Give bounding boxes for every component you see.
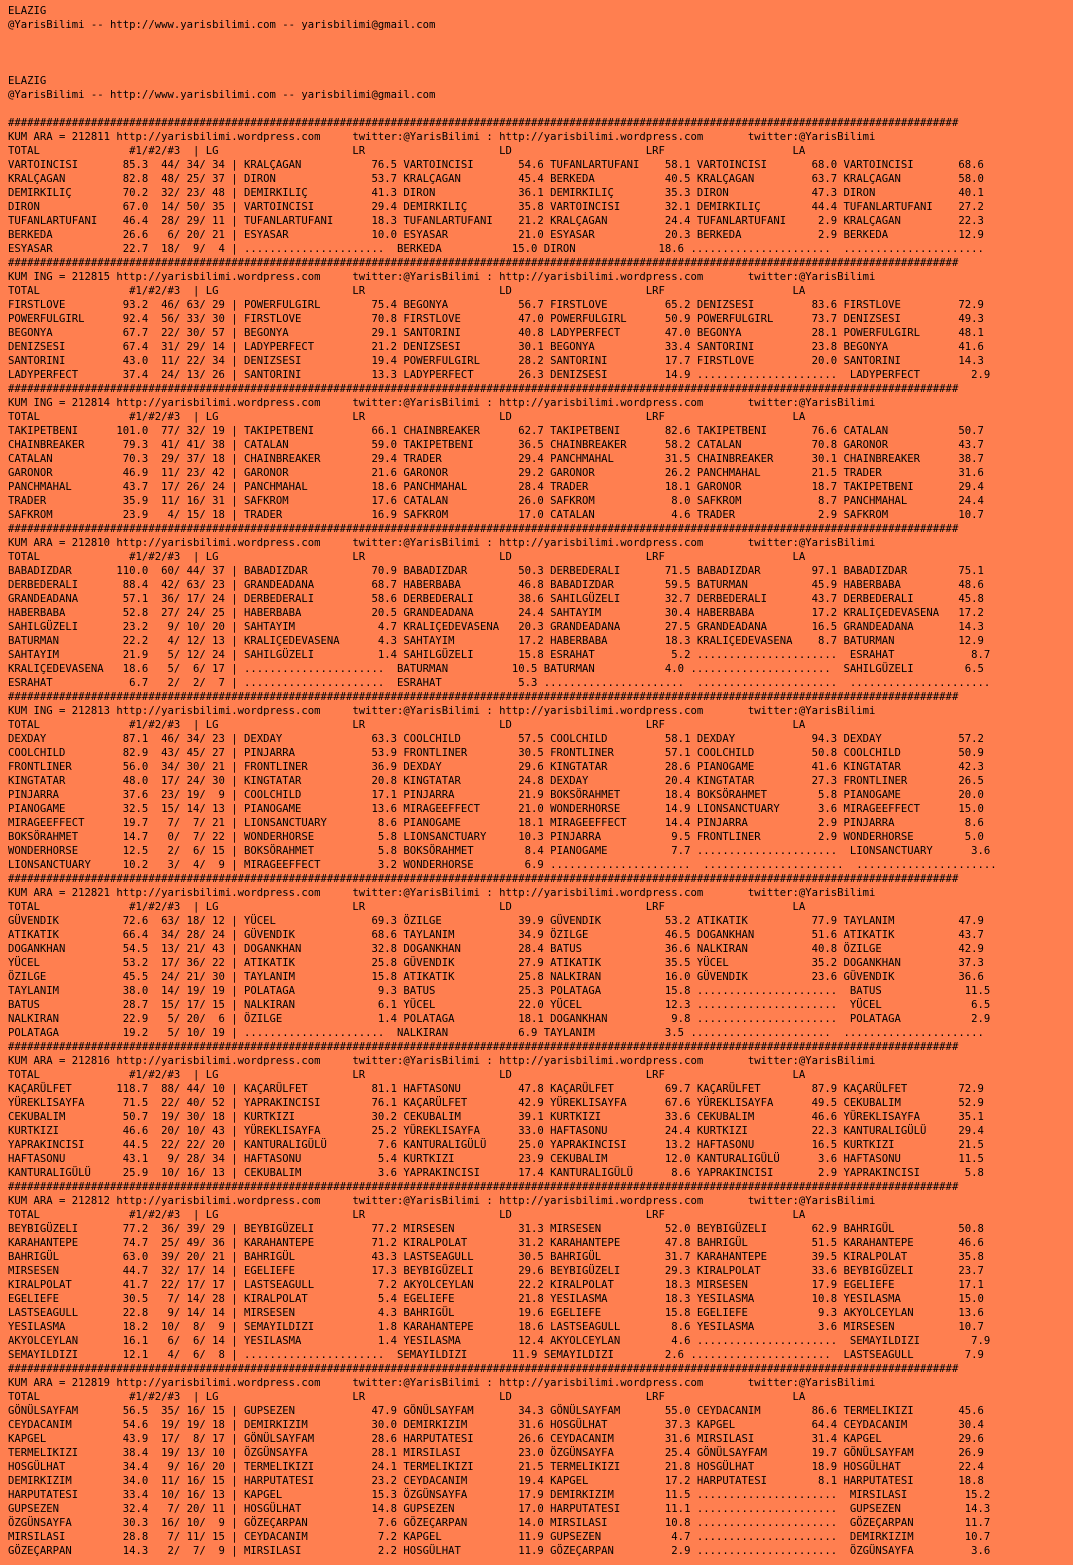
text-line: KUM ING = 212813 http://yarisbilimi.wordpress.com twitter:@YarisBilimi : http://yarisbilimi.wordpress.com twitter:@YarisBilimi	[8, 705, 876, 717]
text-line: TOTAL #1/#2/#3 | LG LR LD LRF LA	[8, 285, 806, 297]
text-line: BATURMAN 22.2 4/ 12/ 13 | KRALIÇEDEVASENA 4.3 SAHTAYIM 17.2 HABERBABA 18.3 KRALIÇEDEVASENA 8.7 BATURMAN 12.9	[8, 635, 984, 647]
text-line: VARTOINCISI 85.3 44/ 34/ 34 | KRALÇAGAN 76.5 VARTOINCISI 54.6 TUFANLARTUFANI 58.1 VARTOINCISI 68.0 VARTOINCISI 68.6	[8, 159, 984, 171]
text-line: FIRSTLOVE 93.2 46/ 63/ 29 | POWERFULGIRL 75.4 BEGONYA 56.7 FIRSTLOVE 65.2 DENIZSESI 83.6 FIRSTLOVE 72.9	[8, 299, 984, 311]
text-line: SANTORINI 43.0 11/ 22/ 34 | DENIZSESI 19.4 POWERFULGIRL 28.2 SANTORINI 17.7 FIRSTLOVE 20.0 SANTORINI 14.3	[8, 355, 984, 367]
text-line: HABERBABA 52.8 27/ 24/ 25 | HABERBABA 20.5 GRANDEADANA 24.4 SAHTAYIM 30.4 HABERBABA 17.2 KRALIÇEDEVASENA 17.2	[8, 607, 984, 619]
text-line: BAHRIGÜL 63.0 39/ 20/ 21 | BAHRIGÜL 43.3 LASTSEAGULL 30.5 BAHRIGÜL 31.7 KARAHANTEPE 39.5 KIRALPOLAT 35.8	[8, 1251, 984, 1263]
text-line: KURTKIZI 46.6 20/ 10/ 43 | YÜREKLISAYFA 25.2 YÜREKLISAYFA 33.0 HAFTASONU 24.4 KURTKIZI 22.3 KANTURALIGÜLÜ 29.4	[8, 1125, 984, 1137]
text-line: BABADIZDAR 110.0 60/ 44/ 37 | BABADIZDAR 70.9 BABADIZDAR 50.3 DERBEDERALI 71.5 BABADIZDAR 97.1 BABADIZDAR 75.1	[8, 565, 984, 577]
text-line: TOTAL #1/#2/#3 | LG LR LD LRF LA	[8, 1391, 806, 1403]
text-line: HOSGÜLHAT 34.4 9/ 16/ 20 | TERMELIKIZI 24.1 TERMELIKIZI 21.5 TERMELIKIZI 21.8 HOSGÜLHAT 18.9 HOSGÜLHAT 22.4	[8, 1461, 984, 1473]
text-line: KUM ARA = 212811 http://yarisbilimi.wordpress.com twitter:@YarisBilimi : http://yarisbilimi.wordpress.com twitter:@YarisBilimi	[8, 131, 876, 143]
text-line: KARAHANTEPE 74.7 25/ 49/ 36 | KARAHANTEPE 71.2 KIRALPOLAT 31.2 KARAHANTEPE 47.8 BAHRIGÜL 51.5 KARAHANTEPE 46.6	[8, 1237, 984, 1249]
text-line: DENIZSESI 67.4 31/ 29/ 14 | LADYPERFECT 21.2 DENIZSESI 30.1 BEGONYA 33.4 SANTORINI 23.8 BEGONYA 41.6	[8, 341, 984, 353]
text-line: LASTSEAGULL 22.8 9/ 14/ 14 | MIRSESEN 4.3 BAHRIGÜL 19.6 EGELIEFE 15.8 EGELIEFE 9.3 AKYOLCEYLAN 13.6	[8, 1307, 984, 1319]
text-line: TAKIPETBENI 101.0 77/ 32/ 19 | TAKIPETBENI 66.1 CHAINBREAKER 62.7 TAKIPETBENI 82.6 TAKIPETBENI 76.6 CATALAN 50.7	[8, 425, 984, 437]
text-line: CEKUBALIM 50.7 19/ 30/ 18 | KURTKIZI 30.2 CEKUBALIM 39.1 KURTKIZI 33.6 CEKUBALIM 46.6 YÜREKLISAYFA 35.1	[8, 1111, 984, 1123]
text-line: BATUS 28.7 15/ 17/ 15 | NALKIRAN 6.1 YÜCEL 22.0 YÜCEL 12.3 ...................... YÜCEL 6.5	[8, 999, 991, 1011]
separator-line: #####################################################################################################################################################	[8, 523, 959, 535]
text-line: KUM ARA = 212810 http://yarisbilimi.wordpress.com twitter:@YarisBilimi : http://yarisbilimi.wordpress.com twitter:@YarisBilimi	[8, 537, 876, 549]
text-line: NALKIRAN 22.9 5/ 20/ 6 | ÖZILGE 1.4 POLATAGA 18.1 DOGANKHAN 9.8 ...................... POLATAGA 2.9	[8, 1013, 991, 1025]
text-line: KUM ARA = 212819 http://yarisbilimi.wordpress.com twitter:@YarisBilimi : http://yarisbilimi.wordpress.com twitter:@YarisBilimi	[8, 1377, 876, 1389]
text-line: GUPSEZEN 32.4 7/ 20/ 11 | HOSGÜLHAT 14.8 GUPSEZEN 17.0 HARPUTATESI 11.1 ...................... GUPSEZEN 14.3	[8, 1503, 991, 1515]
text-line: MIRAGEEFFECT 19.7 7/ 7/ 21 | LIONSANCTUARY 8.6 PIANOGAME 18.1 MIRAGEEFFECT 14.4 PINJARRA 2.9 PINJARRA 8.6	[8, 817, 984, 829]
text-line: YAPRAKINCISI 44.5 22/ 22/ 20 | KANTURALIGÜLÜ 7.6 KANTURALIGÜLÜ 25.0 YAPRAKINCISI 13.2 HAFTASONU 16.5 KURTKIZI 21.5	[8, 1139, 984, 1151]
text-line: ATIKATIK 66.4 34/ 28/ 24 | GÜVENDIK 68.6 TAYLANIM 34.9 ÖZILGE 46.5 DOGANKHAN 51.6 ATIKATIK 43.7	[8, 929, 984, 941]
text-line: GÖNÜLSAYFAM 56.5 35/ 16/ 15 | GUPSEZEN 47.9 GÖNÜLSAYFAM 34.3 GÖNÜLSAYFAM 55.0 CEYDACANIM 86.6 TERMELIKIZI 45.6	[8, 1405, 984, 1417]
text-line: GÜVENDIK 72.6 63/ 18/ 12 | YÜCEL 69.3 ÖZILGE 39.9 GÜVENDIK 53.2 ATIKATIK 77.9 TAYLANIM 47.9	[8, 915, 984, 927]
separator-line: #####################################################################################################################################################	[8, 1181, 959, 1193]
text-line: SAHILGÜZELI 23.2 9/ 10/ 20 | SAHTAYIM 4.7 KRALIÇEDEVASENA 20.3 GRANDEADANA 27.5 GRANDEADANA 16.5 GRANDEADANA 14.3	[8, 621, 984, 633]
text-line: KUM ARA = 212821 http://yarisbilimi.wordpress.com twitter:@YarisBilimi : http://yarisbilimi.wordpress.com twitter:@YarisBilimi	[8, 887, 876, 899]
text-line: COOLCHILD 82.9 43/ 45/ 27 | PINJARRA 53.9 FRONTLINER 30.5 FRONTLINER 57.1 COOLCHILD 50.8 COOLCHILD 50.9	[8, 747, 984, 759]
text-line: TAYLANIM 38.0 14/ 19/ 19 | POLATAGA 9.3 BATUS 25.3 POLATAGA 15.8 ...................... BATUS 11.5	[8, 985, 991, 997]
text-line: ÖZGÜNSAYFA 30.3 16/ 10/ 9 | GÖZEÇARPAN 7.6 GÖZEÇARPAN 14.0 MIRSILASI 10.8 ...................... GÖZEÇARPAN 11.7	[8, 1517, 991, 1529]
separator-line: #####################################################################################################################################################	[8, 383, 959, 395]
text-line: DEXDAY 87.1 46/ 34/ 23 | DEXDAY 63.3 COOLCHILD 57.5 COOLCHILD 58.1 DEXDAY 94.3 DEXDAY 57.2	[8, 733, 984, 745]
text-line: AKYOLCEYLAN 16.1 6/ 6/ 14 | YESILASMA 1.4 YESILASMA 12.4 AKYOLCEYLAN 4.6 ...................... SEMAYILDIZI 7.9	[8, 1335, 991, 1347]
text-line: TOTAL #1/#2/#3 | LG LR LD LRF LA	[8, 1209, 806, 1221]
text-line: TERMELIKIZI 38.4 19/ 13/ 10 | ÖZGÜNSAYFA 28.1 MIRSILASI 23.0 ÖZGÜNSAYFA 25.4 GÖNÜLSAYFAM 19.7 GÖNÜLSAYFAM 26.9	[8, 1447, 984, 1459]
separator-line: #####################################################################################################################################################	[8, 691, 959, 703]
text-line: TOTAL #1/#2/#3 | LG LR LD LRF LA	[8, 1069, 806, 1081]
text-line: POWERFULGIRL 92.4 56/ 33/ 30 | FIRSTLOVE 70.8 FIRSTLOVE 47.0 POWERFULGIRL 50.9 POWERFULGIRL 73.7 DENIZSESI 49.3	[8, 313, 984, 325]
text-line: SAHTAYIM 21.9 5/ 12/ 24 | SAHILGÜZELI 1.4 SAHILGÜZELI 15.8 ESRAHAT 5.2 ...................... ESRAHAT 8.7	[8, 649, 991, 661]
text-line: EGELIEFE 30.5 7/ 14/ 28 | KIRALPOLAT 5.4 EGELIEFE 21.8 YESILASMA 18.3 YESILASMA 10.8 YESILASMA 15.0	[8, 1293, 984, 1305]
text-line: KUM ING = 212814 http://yarisbilimi.wordpress.com twitter:@YarisBilimi : http://yarisbilimi.wordpress.com twitter:@YarisBilimi	[8, 397, 876, 409]
text-line: YESILASMA 18.2 10/ 8/ 9 | SEMAYILDIZI 1.8 KARAHANTEPE 18.6 LASTSEAGULL 8.6 YESILASMA 3.6 MIRSESEN 10.7	[8, 1321, 984, 1333]
text-line: ESYASAR 22.7 18/ 9/ 4 | ...................... BERKEDA 15.0 DIRON 18.6 ...................... ......................	[8, 243, 984, 255]
text-line: ÖZILGE 45.5 24/ 21/ 30 | TAYLANIM 15.8 ATIKATIK 25.8 NALKIRAN 16.0 GÜVENDIK 23.6 GÜVENDIK 36.6	[8, 971, 984, 983]
text-line: WONDERHORSE 12.5 2/ 6/ 15 | BOKSÖRAHMET 5.8 BOKSÖRAHMET 8.4 PIANOGAME 7.7 ...................... LIONSANCTUARY 3.6	[8, 845, 991, 857]
text-line: BEGONYA 67.7 22/ 30/ 57 | BEGONYA 29.1 SANTORINI 40.8 LADYPERFECT 47.0 BEGONYA 28.1 POWERFULGIRL 48.1	[8, 327, 984, 339]
separator-line: #####################################################################################################################################################	[8, 117, 959, 129]
text-line: TOTAL #1/#2/#3 | LG LR LD LRF LA	[8, 145, 806, 157]
separator-line: #####################################################################################################################################################	[8, 873, 959, 885]
text-line: ESRAHAT 6.7 2/ 2/ 7 | ...................... ESRAHAT 5.3 ...................... ...................... ......................	[8, 677, 991, 689]
separator-line: #####################################################################################################################################################	[8, 1041, 959, 1053]
text-line: KUM ARA = 212816 http://yarisbilimi.wordpress.com twitter:@YarisBilimi : http://yarisbilimi.wordpress.com twitter:@YarisBilimi	[8, 1055, 876, 1067]
text-line: YÜCEL 53.2 17/ 36/ 22 | ATIKATIK 25.8 GÜVENDIK 27.9 ATIKATIK 35.5 YÜCEL 35.2 DOGANKHAN 37.3	[8, 957, 984, 969]
text-line: KUM ARA = 212812 http://yarisbilimi.wordpress.com twitter:@YarisBilimi : http://yarisbilimi.wordpress.com twitter:@YarisBilimi	[8, 1195, 876, 1207]
text-line: ELAZIG	[8, 75, 47, 87]
text-line: DERBEDERALI 88.4 42/ 63/ 23 | GRANDEADANA 68.7 HABERBABA 46.8 BABADIZDAR 59.5 BATURMAN 45.9 HABERBABA 48.6	[8, 579, 984, 591]
text-line: SAFKROM 23.9 4/ 15/ 18 | TRADER 16.9 SAFKROM 17.0 CATALAN 4.6 TRADER 2.9 SAFKROM 10.7	[8, 509, 984, 521]
text-line: HARPUTATESI 33.4 10/ 16/ 13 | KAPGEL 15.3 ÖZGÜNSAYFA 17.9 DEMIRKIZIM 11.5 ...................... MIRSILASI 15.2	[8, 1489, 991, 1501]
text-line: FRONTLINER 56.0 34/ 30/ 21 | FRONTLINER 36.9 DEXDAY 29.6 KINGTATAR 28.6 PIANOGAME 41.6 KINGTATAR 42.3	[8, 761, 984, 773]
text-line: GARONOR 46.9 11/ 23/ 42 | GARONOR 21.6 GARONOR 29.2 GARONOR 26.2 PANCHMAHAL 21.5 TRADER 31.6	[8, 467, 984, 479]
separator-line: #####################################################################################################################################################	[8, 257, 959, 269]
text-line: KAPGEL 43.9 17/ 8/ 17 | GÖNÜLSAYFAM 28.6 HARPUTATESI 26.6 CEYDACANIM 31.6 MIRSILASI 31.4 KAPGEL 29.6	[8, 1433, 984, 1445]
text-line: MIRSILASI 28.8 7/ 11/ 15 | CEYDACANIM 7.2 KAPGEL 11.9 GUPSEZEN 4.7 ...................... DEMIRKIZIM 10.7	[8, 1531, 991, 1543]
text-line: GÖZEÇARPAN 14.3 2/ 7/ 9 | MIRSILASI 2.2 HOSGÜLHAT 11.9 GÖZEÇARPAN 2.9 ...................... ÖZGÜNSAYFA 3.6	[8, 1545, 991, 1557]
text-line: LIONSANCTUARY 10.2 3/ 4/ 9 | MIRAGEEFFECT 3.2 WONDERHORSE 6.9 ...................... ...................... ......................	[8, 859, 997, 871]
text-line: YÜREKLISAYFA 71.5 22/ 40/ 52 | YAPRAKINCISI 76.1 KAÇARÜLFET 42.9 YÜREKLISAYFA 67.6 YÜREKLISAYFA 49.5 CEKUBALIM 52.9	[8, 1097, 984, 1109]
text-line: KAÇARÜLFET 118.7 88/ 44/ 10 | KAÇARÜLFET 81.1 HAFTASONU 47.8 KAÇARÜLFET 69.7 KAÇARÜLFET 87.9 KAÇARÜLFET 72.9	[8, 1083, 984, 1095]
text-line: DEMIRKILIÇ 70.2 32/ 23/ 48 | DEMIRKILIÇ 41.3 DIRON 36.1 DEMIRKILIÇ 35.3 DIRON 47.3 DIRON 40.1	[8, 187, 984, 199]
text-line: TRADER 35.9 11/ 16/ 31 | SAFKROM 17.6 CATALAN 26.0 SAFKROM 8.0 SAFKROM 8.7 PANCHMAHAL 24.4	[8, 495, 984, 507]
text-line: PANCHMAHAL 43.7 17/ 26/ 24 | PANCHMAHAL 18.6 PANCHMAHAL 28.4 TRADER 18.1 GARONOR 18.7 TAKIPETBENI 29.4	[8, 481, 984, 493]
text-line: CHAINBREAKER 79.3 41/ 41/ 38 | CATALAN 59.0 TAKIPETBENI 36.5 CHAINBREAKER 58.2 CATALAN 70.8 GARONOR 43.7	[8, 439, 984, 451]
text-line: BERKEDA 26.6 6/ 20/ 21 | ESYASAR 10.0 ESYASAR 21.0 ESYASAR 20.3 BERKEDA 2.9 BERKEDA 12.9	[8, 229, 984, 241]
text-line: TOTAL #1/#2/#3 | LG LR LD LRF LA	[8, 719, 806, 731]
text-line: DIRON 67.0 14/ 50/ 35 | VARTOINCISI 29.4 DEMIRKILIÇ 35.8 VARTOINCISI 32.1 DEMIRKILIÇ 44.4 TUFANLARTUFANI 27.2	[8, 201, 984, 213]
text-line: KIRALPOLAT 41.7 22/ 17/ 17 | LASTSEAGULL 7.2 AKYOLCEYLAN 22.2 KIRALPOLAT 18.3 MIRSESEN 17.9 EGELIEFE 17.1	[8, 1279, 984, 1291]
text-line: DOGANKHAN 54.5 13/ 21/ 43 | DOGANKHAN 32.8 DOGANKHAN 28.4 BATUS 36.6 NALKIRAN 40.8 ÖZILGE 42.9	[8, 943, 984, 955]
text-line: TOTAL #1/#2/#3 | LG LR LD LRF LA	[8, 551, 806, 563]
text-line: CATALAN 70.3 29/ 37/ 18 | CHAINBREAKER 29.4 TRADER 29.4 PANCHMAHAL 31.5 CHAINBREAKER 30.1 CHAINBREAKER 38.7	[8, 453, 984, 465]
text-line: POLATAGA 19.2 5/ 10/ 19 | ...................... NALKIRAN 6.9 TAYLANIM 3.5 ...................... ......................	[8, 1027, 984, 1039]
text-line: PIANOGAME 32.5 15/ 14/ 13 | PIANOGAME 13.6 MIRAGEEFFECT 21.0 WONDERHORSE 14.9 LIONSANCTUARY 3.6 MIRAGEEFFECT 15.0	[8, 803, 984, 815]
text-line: KINGTATAR 48.0 17/ 24/ 30 | KINGTATAR 20.8 KINGTATAR 24.8 DEXDAY 20.4 KINGTATAR 27.3 FRONTLINER 26.5	[8, 775, 984, 787]
text-line: ELAZIG	[8, 5, 47, 17]
text-line: CEYDACANIM 54.6 19/ 19/ 18 | DEMIRKIZIM 30.0 DEMIRKIZIM 31.6 HOSGÜLHAT 37.3 KAPGEL 64.4 CEYDACANIM 30.4	[8, 1419, 984, 1431]
text-line: MIRSESEN 44.7 32/ 17/ 14 | EGELIEFE 17.3 BEYBIGÜZELI 29.6 BEYBIGÜZELI 29.3 KIRALPOLAT 33.6 BEYBIGÜZELI 23.7	[8, 1265, 984, 1277]
text-line: BEYBIGÜZELI 77.2 36/ 39/ 29 | BEYBIGÜZELI 77.2 MIRSESEN 31.3 MIRSESEN 52.0 BEYBIGÜZELI 62.9 BAHRIGÜL 50.8	[8, 1223, 984, 1235]
separator-line: #####################################################################################################################################################	[8, 1363, 959, 1375]
text-line: KRALIÇEDEVASENA 18.6 5/ 6/ 17 | ...................... BATURMAN 10.5 BATURMAN 4.0 ...................... SAHILGÜZELI 6.5	[8, 663, 984, 675]
text-line: KUM ING = 212815 http://yarisbilimi.wordpress.com twitter:@YarisBilimi : http://yarisbilimi.wordpress.com twitter:@YarisBilimi	[8, 271, 876, 283]
text-line: SEMAYILDIZI 12.1 4/ 6/ 8 | ...................... SEMAYILDIZI 11.9 SEMAYILDIZI 2.6 ...................... LASTSEAGULL 7.9	[8, 1349, 984, 1361]
text-line: @YarisBilimi -- http://www.yarisbilimi.com -- yarisbilimi@gmail.com	[8, 89, 436, 101]
text-line: BOKSÖRAHMET 14.7 0/ 7/ 22 | WONDERHORSE 5.8 LIONSANCTUARY 10.3 PINJARRA 9.5 FRONTLINER 2.9 WONDERHORSE 5.0	[8, 831, 984, 843]
text-line: TOTAL #1/#2/#3 | LG LR LD LRF LA	[8, 411, 806, 423]
text-line: HAFTASONU 43.1 9/ 28/ 34 | HAFTASONU 5.4 KURTKIZI 23.9 CEKUBALIM 12.0 KANTURALIGÜLÜ 3.6 HAFTASONU 11.5	[8, 1153, 984, 1165]
text-line: KANTURALIGÜLÜ 25.9 10/ 16/ 13 | CEKUBALIM 3.6 YAPRAKINCISI 17.4 KANTURALIGÜLÜ 8.6 YAPRAKINCISI 2.9 YAPRAKINCISI 5.8	[8, 1167, 984, 1179]
text-line: @YarisBilimi -- http://www.yarisbilimi.com -- yarisbilimi@gmail.com	[8, 19, 436, 31]
text-line: GRANDEADANA 57.1 36/ 17/ 24 | DERBEDERALI 58.6 DERBEDERALI 38.6 SAHILGÜZELI 32.7 DERBEDERALI 43.7 DERBEDERALI 45.8	[8, 593, 984, 605]
text-line: PINJARRA 37.6 23/ 19/ 9 | COOLCHILD 17.1 PINJARRA 21.9 BOKSÖRAHMET 18.4 BOKSÖRAHMET 5.8 PIANOGAME 20.0	[8, 789, 984, 801]
text-line: TUFANLARTUFANI 46.4 28/ 29/ 11 | TUFANLARTUFANI 18.3 TUFANLARTUFANI 21.2 KRALÇAGAN 24.4 TUFANLARTUFANI 2.9 KRALÇAGAN 22.3	[8, 215, 984, 227]
text-line: DEMIRKIZIM 34.0 11/ 16/ 15 | HARPUTATESI 23.2 CEYDACANIM 19.4 KAPGEL 17.2 HARPUTATESI 8.1 HARPUTATESI 18.8	[8, 1475, 984, 1487]
text-line: LADYPERFECT 37.4 24/ 13/ 26 | SANTORINI 13.3 LADYPERFECT 26.3 DENIZSESI 14.9 ...................... LADYPERFECT 2.9	[8, 369, 991, 381]
text-line: KRALÇAGAN 82.8 48/ 25/ 37 | DIRON 53.7 KRALÇAGAN 45.4 BERKEDA 40.5 KRALÇAGAN 63.7 KRALÇAGAN 58.0	[8, 173, 984, 185]
text-line: TOTAL #1/#2/#3 | LG LR LD LRF LA	[8, 901, 806, 913]
